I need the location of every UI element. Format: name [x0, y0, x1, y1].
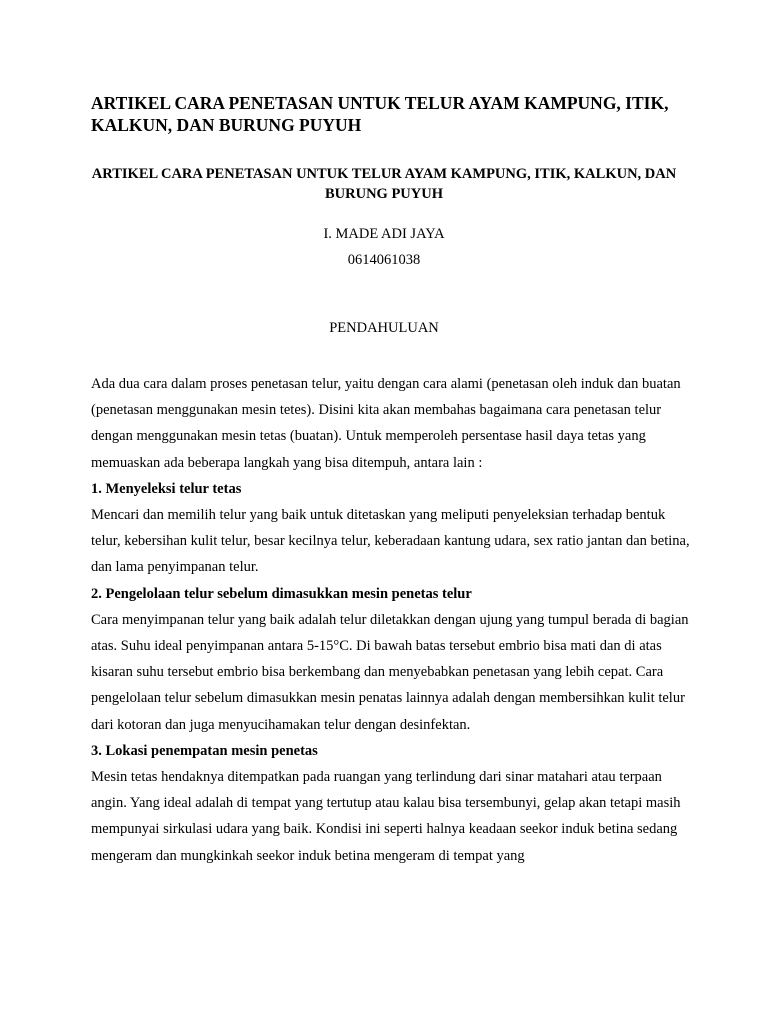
step-heading-3: 3. Lokasi penempatan mesin penetas	[91, 742, 318, 759]
step-text-1: Mencari dan memilih telur yang baik untuk ditetaskan yang meliputi penyeleksian terhadap bentuk telur, kebersihan kulit telur, besar kecilnya telur, keberadaan kantung udara, sex ratio jantan dan betina, dan lama penyimpanan telur.	[91, 507, 690, 576]
body-text	[91, 371, 691, 869]
step-text-2: Cara menyimpanan telur yang baik adalah telur diletakkan dengan ujung yang tumpul berada di bagian atas. Suhu ideal penyimpanan antara 5-15°C. Di bawah batas tersebut embrio bisa mati dan di atas kisaran suhu tersebut embrio bisa berkembang dan menyebabkan penetasan yang lebih cepat. Cara pengelolaan telur sebelum dimasukkan mesin penatas lainnya adalah dengan membersihkan kulit telur dari kotoran dan juga menyucihamakan telur dengan desinfektan.	[91, 611, 689, 733]
document-title: ARTIKEL CARA PENETASAN UNTUK TELUR AYAM KAMPUNG, ITIK, KALKUN, DAN BURUNG PUYUH	[91, 93, 669, 135]
step-heading-2: 2. Pengelolaan telur sebelum dimasukkan mesin penetas telur	[91, 585, 472, 602]
article-title: ARTIKEL CARA PENETASAN UNTUK TELUR AYAM KAMPUNG, ITIK, KALKUN, DAN BURUNG PUYUH	[91, 166, 677, 202]
author-name: I. MADE ADI JAYA	[323, 226, 445, 242]
author-id: 0614061038	[347, 252, 421, 268]
section-heading: PENDAHULUAN	[329, 320, 439, 336]
step-text-3: Mesin tetas hendaknya ditempatkan pada ruangan yang terlindung dari sinar matahari atau terpaan angin. Yang ideal adalah di tempat yang tertutup atau kalau bisa tersembunyi, gelap akan tetapi masih mempunyai sirkulasi udara yang baik. Kondisi ini seperti halnya keadaan seekor induk betina sedang mengeram dan mungkinkah seekor induk betina mengeram di tempat yang	[91, 769, 681, 864]
intro-paragraph: Ada dua cara dalam proses penetasan telur, yaitu dengan cara alami (penetasan oleh induk dan buatan (penetasan menggunakan mesin tetes). Disini kita akan membahas bagaimana cara penetasan telur dengan menggunakan mesin tetas (buatan). Untuk memperoleh persentase hasil daya tetas yang memuaskan ada beberapa langkah yang bisa ditempuh, antara lain :	[91, 376, 681, 471]
step-heading-1: 1. Menyeleksi telur tetas	[91, 480, 242, 497]
